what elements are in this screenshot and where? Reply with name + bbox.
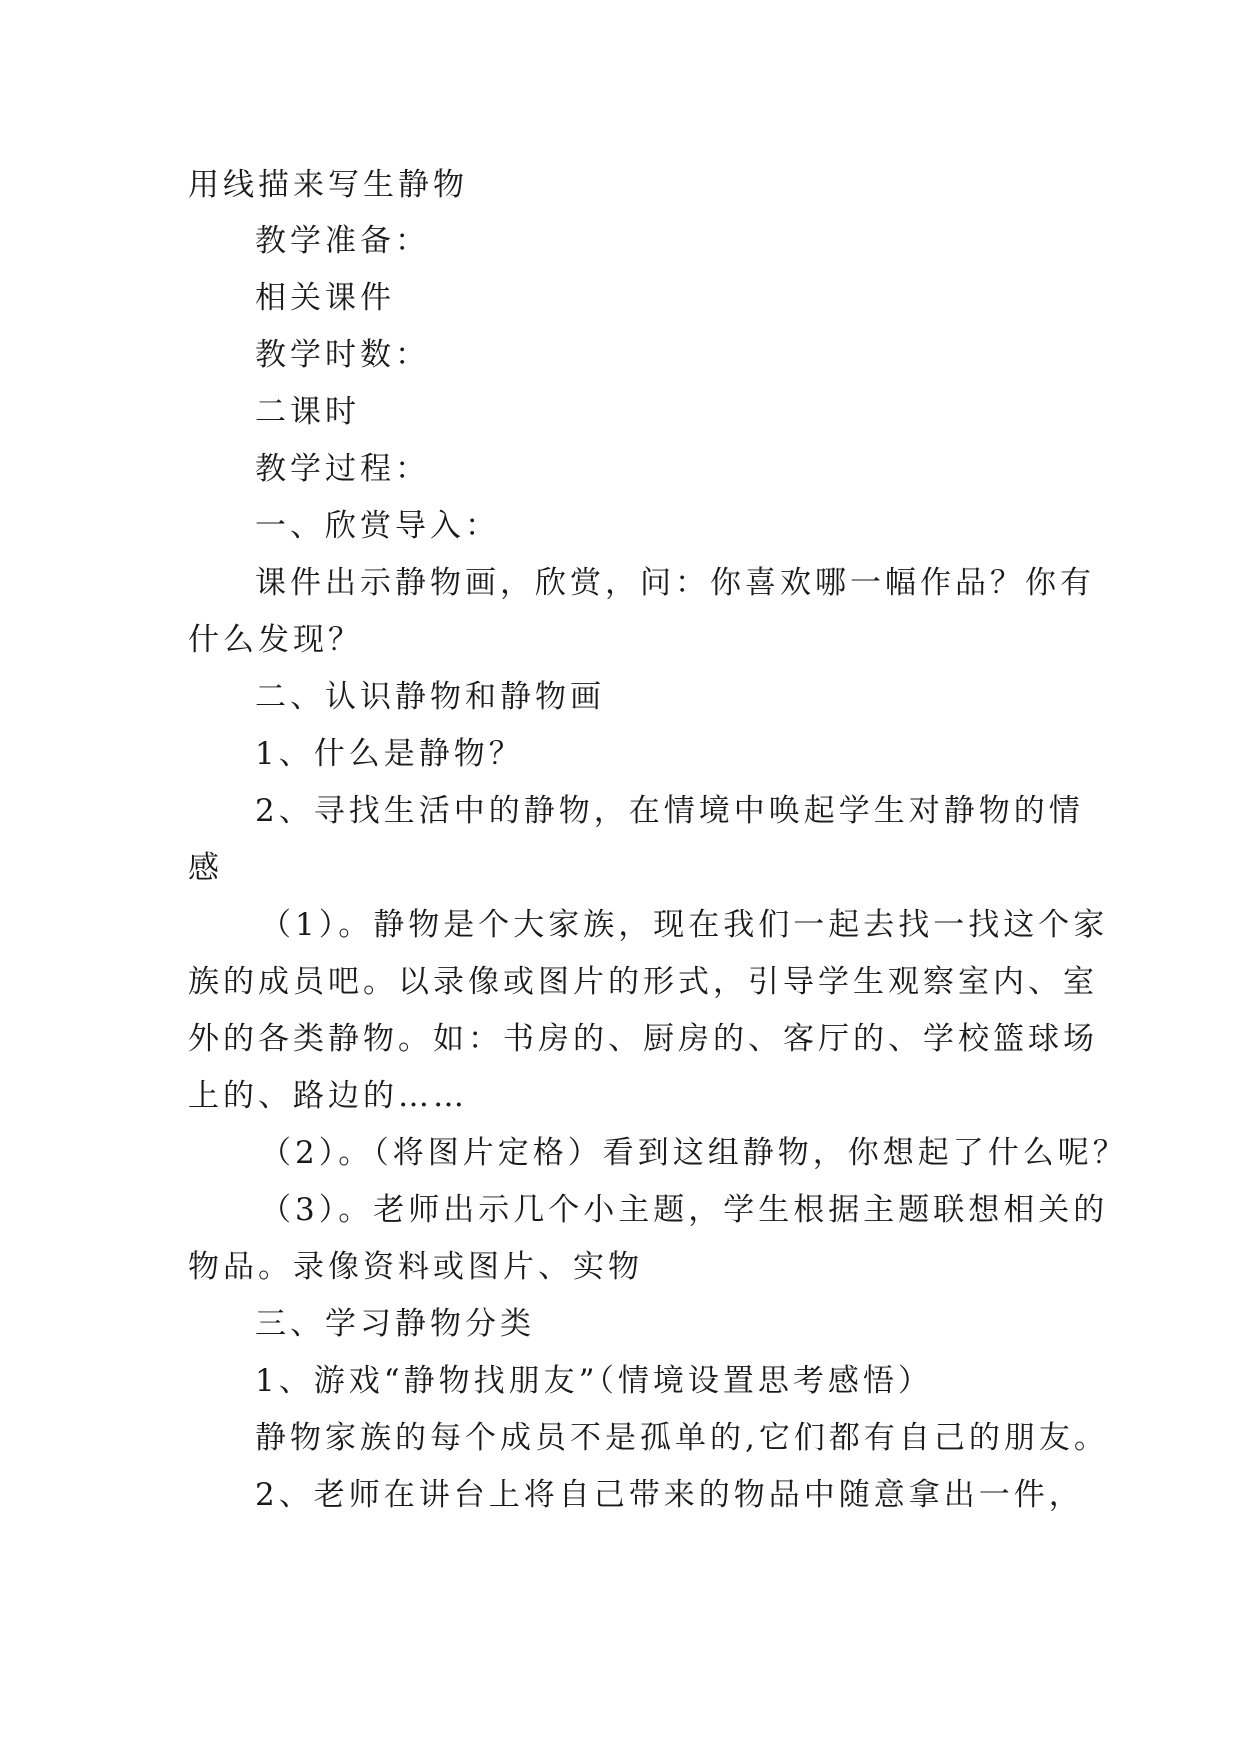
text-line: 二、认识静物和静物画 — [255, 679, 605, 715]
text-line: 外的各类静物。如：书房的、厨房的、客厅的、学校篮球场 — [188, 1021, 1098, 1057]
text-line: （2）。（将图片定格）看到这组静物，你想起了什么呢？ — [260, 1135, 1128, 1171]
text-line: （1）。静物是个大家族，现在我们一起去找一找这个家 — [260, 907, 1109, 943]
text-line: 课件出示静物画，欣赏，问：你喜欢哪一幅作品？你有 — [255, 565, 1095, 601]
text-line: 上的、路边的…… — [188, 1078, 468, 1114]
text-line: 二课时 — [255, 394, 360, 430]
text-line: 物品。录像资料或图片、实物 — [188, 1249, 643, 1285]
text-line: 族的成员吧。以录像或图片的形式，引导学生观察室内、室 — [188, 964, 1098, 1000]
text-line: 三、学习静物分类 — [255, 1306, 535, 1342]
text-line: 2、老师在讲台上将自己带来的物品中随意拿出一件， — [255, 1477, 1084, 1513]
text-line: 什么发现？ — [188, 622, 363, 658]
text-line: 教学准备： — [255, 223, 430, 259]
text-line: （3）。老师出示几个小主题，学生根据主题联想相关的 — [260, 1192, 1109, 1228]
text-line: 教学过程： — [255, 451, 430, 487]
text-line: 用线描来写生静物 — [188, 167, 468, 203]
text-line: 教学时数： — [255, 337, 430, 373]
text-line: 相关课件 — [255, 280, 395, 316]
text-line: 感 — [188, 850, 223, 886]
text-line: 1、游戏“静物找朋友”（情境设置思考感悟） — [255, 1363, 933, 1399]
text-line: 2、寻找生活中的静物，在情境中唤起学生对静物的情 — [255, 793, 1084, 829]
text-line: 一、欣赏导入： — [255, 508, 500, 544]
text-line: 静物家族的每个成员不是孤单的,它们都有自己的朋友。 — [255, 1420, 1109, 1456]
text-line: 1、什么是静物？ — [255, 736, 524, 772]
